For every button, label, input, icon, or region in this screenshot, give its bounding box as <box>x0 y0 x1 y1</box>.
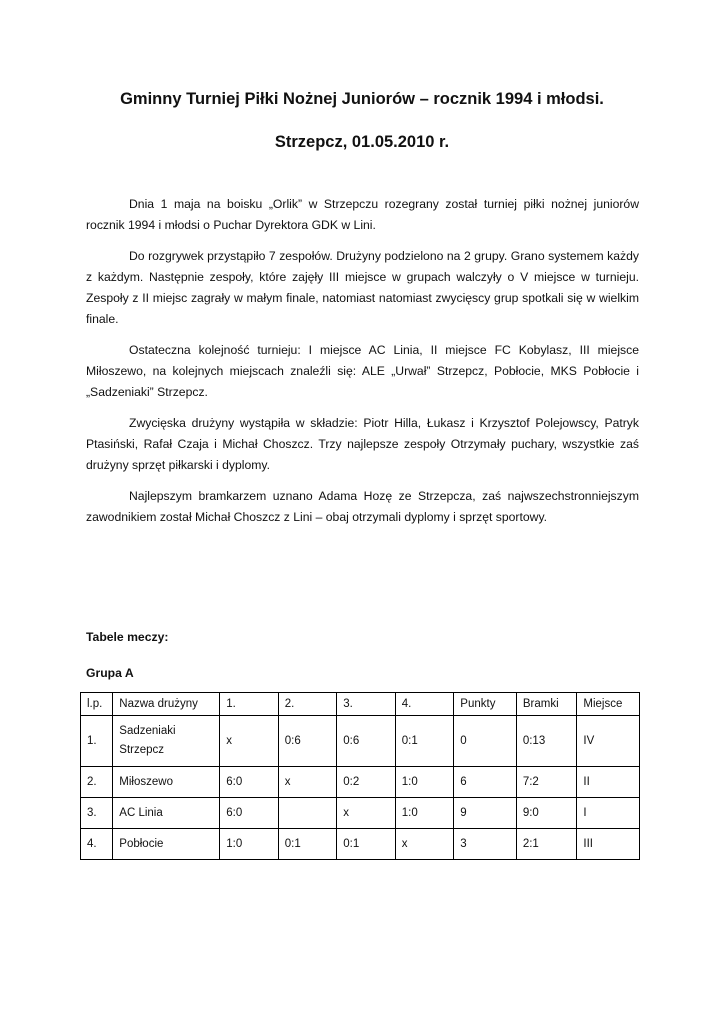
paragraph: Najlepszym bramkarzem uznano Adama Hozę ze Strzepcza, zaś najwszechstronniejszym zawodnikiem został Michał Choszcz z Lini – obaj otrzymali dyplomy i sprzęt sportowy. <box>86 489 639 524</box>
paragraph: Do rozgrywek przystąpiło 7 zespołów. Drużyny podzielono na 2 grupy. Grano systemem każdy z każdym. Następnie zespoły, które zajęły III miejsce w grupach walczyły o V miejsce w turnieju. Zespoły z II miejsc zagrały w małym finale, natomiast natomiast zwycięscy grup spotkali się w wielkim finale. <box>86 249 639 326</box>
document-subtitle: Strzepcz, 01.05.2010 r. <box>274 133 450 151</box>
table-header-cell: Bramki <box>516 693 577 716</box>
table-header-cell: Miejsce <box>577 693 640 716</box>
table-row <box>81 767 640 798</box>
table-header-cell: l.p. <box>81 693 113 716</box>
table-cell: 6 <box>454 767 517 798</box>
table-cell: 0:1 <box>278 829 337 860</box>
table-cell: III <box>577 829 640 860</box>
table-cell: x <box>220 716 279 767</box>
table-cell: 9:0 <box>516 798 577 829</box>
table-header-cell: 4. <box>395 693 454 716</box>
table-cell: 7:2 <box>516 767 577 798</box>
table-cell: 0:6 <box>278 716 337 767</box>
table-cell: 1:0 <box>395 798 454 829</box>
table-cell: II <box>577 767 640 798</box>
table-cell: 9 <box>454 798 517 829</box>
table-cell: Pobłocie <box>113 829 220 860</box>
table-cell: 4. <box>81 829 113 860</box>
paragraph: Ostateczna kolejność turnieju: I miejsce AC Linia, II miejsce FC Kobylasz, III miejsce Miłoszewo, na kolejnych miejscach znaleźli się: ALE „Urwał” Strzepcz, Pobłocie, MKS Pobłocie i „Sadzeniaki” Strzepcz. <box>86 343 639 399</box>
table-header-cell: 2. <box>278 693 337 716</box>
table-cell: 6:0 <box>220 767 279 798</box>
table-cell: 1:0 <box>220 829 279 860</box>
tables-heading: Tabele meczy: <box>86 630 169 644</box>
table-cell: 6:0 <box>220 798 279 829</box>
group-label: Grupa A <box>86 666 134 680</box>
table-header-cell: Punkty <box>454 693 517 716</box>
paragraph: Dnia 1 maja na boisku „Orlik” w Strzepczu rozegrany został turniej piłki nożnej juniorów rocznik 1994 i młodsi o Puchar Dyrektora GDK w Lini. <box>86 197 639 232</box>
table-cell: 0:6 <box>337 716 396 767</box>
table-cell: 2. <box>81 767 113 798</box>
table-cell: 0:13 <box>516 716 577 767</box>
table-cell: 0:2 <box>337 767 396 798</box>
table-header-cell: Nazwa drużyny <box>113 693 220 716</box>
table-header-cell: 1. <box>220 693 279 716</box>
table-cell: x <box>278 767 337 798</box>
table-header-row <box>81 693 640 716</box>
document-body <box>86 194 639 538</box>
table-cell: 0:1 <box>337 829 396 860</box>
table-header-cell: 3. <box>337 693 396 716</box>
table-cell: Miłoszewo <box>113 767 220 798</box>
table-cell: 2:1 <box>516 829 577 860</box>
table-cell: 3. <box>81 798 113 829</box>
table-cell: IV <box>577 716 640 767</box>
table-cell: 0 <box>454 716 517 767</box>
table-cell: x <box>395 829 454 860</box>
table-cell: 3 <box>454 829 517 860</box>
table-row <box>81 798 640 829</box>
table-cell: I <box>577 798 640 829</box>
table-cell <box>278 798 337 829</box>
table-cell: 1. <box>81 716 113 767</box>
table-cell: Sadzeniaki Strzepcz <box>113 716 220 767</box>
table-cell: AC Linia <box>113 798 220 829</box>
table-cell: 1:0 <box>395 767 454 798</box>
table-row <box>81 716 640 767</box>
document-title: Gminny Turniej Piłki Nożnej Juniorów – rocznik 1994 i młodsi. <box>120 90 604 108</box>
table-row <box>81 829 640 860</box>
paragraph: Zwycięska drużyny wystąpiła w składzie: Piotr Hilla, Łukasz i Krzysztof Polejowscy, Patryk Ptasiński, Rafał Czaja i Michał Choszcz. Trzy najlepsze zespoły Otrzymały puchary, wszystkie zaś drużyny sprzęt piłkarski i dyplomy. <box>86 416 639 472</box>
table-cell: 0:1 <box>395 716 454 767</box>
results-table <box>80 692 640 860</box>
table-cell: x <box>337 798 396 829</box>
